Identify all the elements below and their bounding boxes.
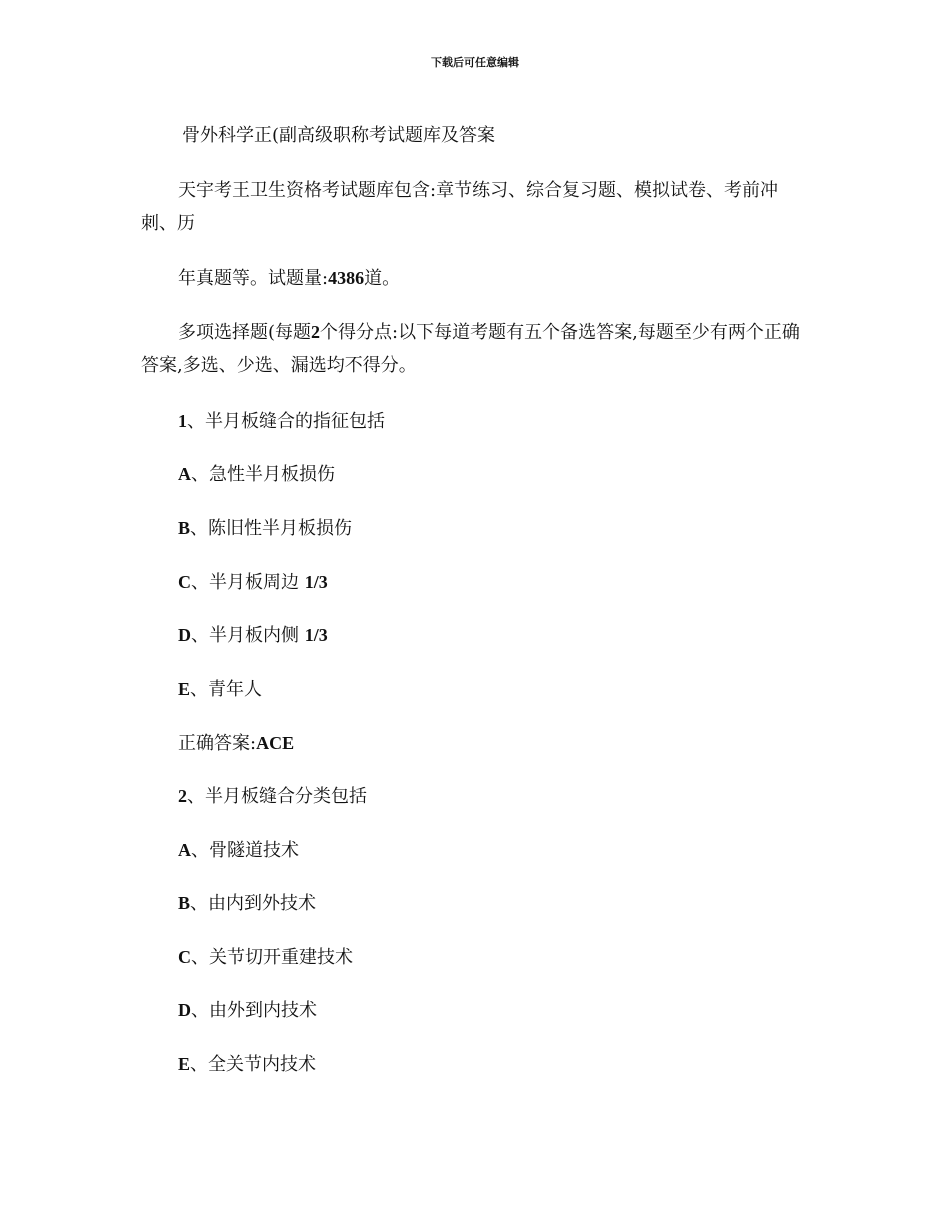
- answer-option: [178, 622, 328, 649]
- instructions-points: 2: [311, 322, 321, 342]
- answer-option: [178, 515, 352, 542]
- question-stem-text: 、半月板缝合的指征包括: [187, 411, 385, 432]
- question-number: 2: [178, 786, 187, 806]
- option-text: 、关节切开重建技术: [191, 947, 353, 968]
- option-text: 、全关节内技术: [190, 1054, 317, 1075]
- question-stem-text: 、半月板缝合分类包括: [187, 786, 367, 807]
- option-text: 、由外到内技术: [191, 1000, 317, 1021]
- question-count: 4386: [328, 268, 365, 288]
- question-stem: [178, 783, 367, 810]
- option-suffix: 1/3: [304, 572, 328, 592]
- answer-option: [178, 1051, 316, 1078]
- option-letter: D: [178, 625, 191, 645]
- option-text: 、骨隧道技术: [191, 840, 299, 861]
- page-header: 下载后可任意编辑: [431, 56, 519, 69]
- option-letter: E: [178, 1054, 191, 1074]
- intro-count-prefix: 年真题等。试题量:: [178, 268, 329, 289]
- intro-count-line: [178, 265, 400, 292]
- option-letter: E: [178, 679, 191, 699]
- question-number: 1: [178, 411, 187, 431]
- correct-answer-label: 正确答案:: [178, 733, 257, 754]
- answer-option: [178, 461, 335, 488]
- correct-answer-value: ACE: [256, 733, 295, 753]
- option-letter: C: [178, 947, 191, 967]
- answer-option: [178, 997, 317, 1024]
- intro-count-suffix: 道。: [364, 268, 401, 289]
- instructions-prefix: 多项选择题(每题: [178, 322, 312, 343]
- option-letter: D: [178, 1000, 191, 1020]
- intro-paragraph: 天宇考王卫生资格考试题库包含:章节练习、综合复习题、模拟试卷、考前冲刺、历: [141, 180, 779, 234]
- option-text: 、半月板内侧: [191, 625, 305, 646]
- option-letter: B: [178, 518, 191, 538]
- option-letter: B: [178, 893, 191, 913]
- instructions-paragraph: [141, 316, 811, 382]
- answer-option: [178, 569, 328, 596]
- answer-option: [178, 837, 299, 864]
- option-suffix: 1/3: [304, 625, 328, 645]
- option-letter: C: [178, 572, 191, 592]
- answer-option: [178, 676, 262, 703]
- option-text: 、由内到外技术: [190, 893, 317, 914]
- option-text: 、急性半月板损伤: [191, 464, 335, 485]
- instructions-suffix: 个得分点:以下每道考题有五个备选答案,每题至少有两个正确答案,多选、少选、漏选均不得分。: [141, 322, 800, 376]
- option-letter: A: [178, 464, 191, 484]
- answer-option: [178, 944, 353, 971]
- option-text: 、半月板周边: [191, 572, 305, 593]
- option-text: 、青年人: [190, 679, 263, 700]
- option-text: 、陈旧性半月板损伤: [190, 518, 353, 539]
- document-title: 骨外科学正(副高级职称考试题库及答案: [182, 125, 496, 146]
- question-stem: [178, 408, 385, 435]
- correct-answer: [178, 730, 294, 757]
- option-letter: A: [178, 840, 191, 860]
- answer-option: [178, 890, 316, 917]
